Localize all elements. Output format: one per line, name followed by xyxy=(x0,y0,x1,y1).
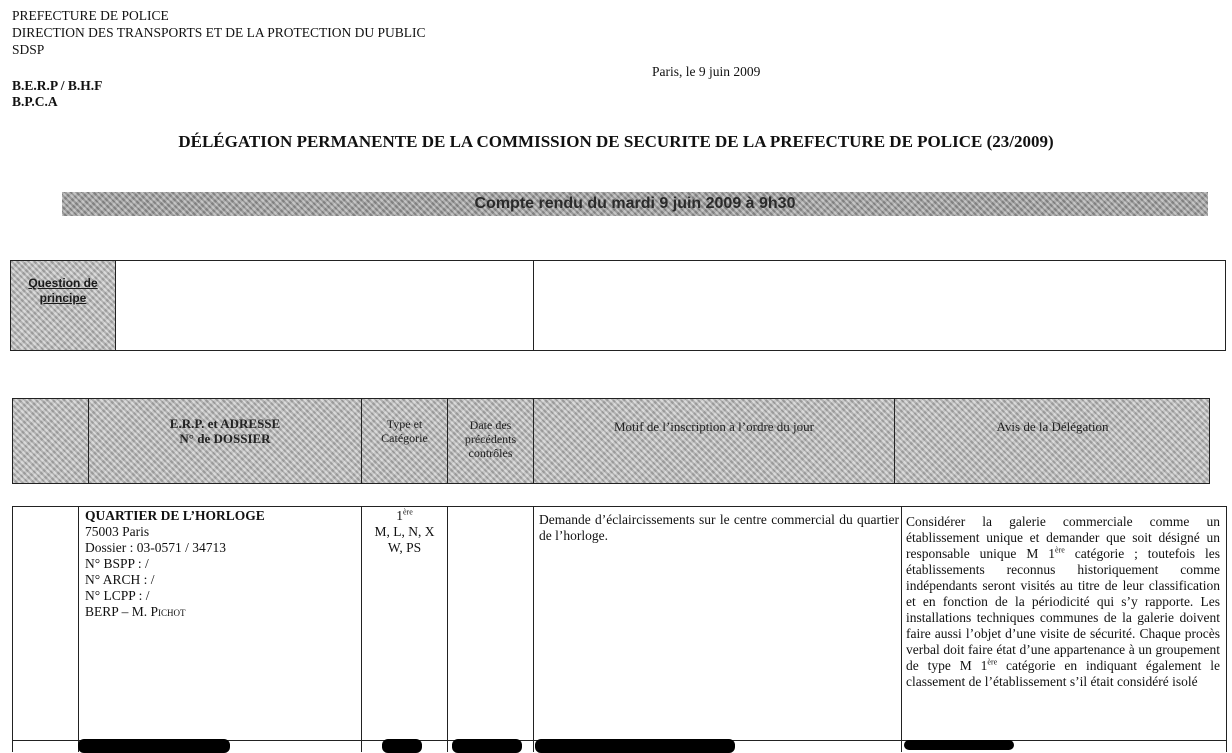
erp-lcpp: N° LCPP : / xyxy=(85,588,150,603)
th-divider-4 xyxy=(533,399,534,483)
meeting-banner xyxy=(62,192,1208,216)
th-erp xyxy=(89,416,361,446)
question-principe-label-2: principe xyxy=(39,291,87,305)
row-divider-5 xyxy=(901,506,902,752)
question-principe-label-1: Question de xyxy=(28,276,98,290)
type-cell xyxy=(362,508,447,556)
redaction-mark xyxy=(78,739,230,753)
redaction-mark xyxy=(382,739,422,753)
type-sup: ère xyxy=(402,507,413,517)
org-line-1: PREFECTURE DE POLICE xyxy=(12,8,169,23)
avis-part-c: catégorie en indiquant également le classement de l’établissement s’il était considéré isolé xyxy=(906,658,1220,689)
service-line-2: B.P.C.A xyxy=(12,94,58,109)
avis-part-a: Considérer la galerie commerciale comme un établissement unique et demander que soit désigné un responsable unique M 1 xyxy=(906,514,1220,561)
erp-berp xyxy=(85,604,357,620)
question-principe-label-cell xyxy=(11,261,115,350)
avis-sup-1: ère xyxy=(1055,545,1065,555)
th-type xyxy=(362,417,447,445)
question-principe-divider-2 xyxy=(533,261,534,350)
row-divider-4 xyxy=(533,506,534,752)
th-date-line-1: Date des xyxy=(469,418,512,432)
type-line-2: M, L, N, X xyxy=(374,524,435,539)
erp-cell xyxy=(85,508,357,620)
th-avis: Avis de la Délégation xyxy=(996,419,1109,434)
th-erp-line-1: E.R.P. et ADRESSE xyxy=(169,416,281,431)
question-principe-divider-1 xyxy=(115,261,116,350)
erp-name: QUARTIER DE L’HORLOGE xyxy=(85,508,265,523)
erp-berp-name: Pichot xyxy=(150,604,186,619)
type-line-3: W, PS xyxy=(387,540,422,555)
th-motif: Motif de l’inscription à l’ordre du jour xyxy=(613,419,814,434)
org-line-2: DIRECTION DES TRANSPORTS ET DE LA PROTECTION DU PUBLIC xyxy=(12,25,426,40)
erp-berp-prefix: BERP – M. xyxy=(85,604,151,619)
avis-cell xyxy=(906,514,1220,690)
erp-city: 75003 Paris xyxy=(85,524,150,539)
motif-cell: Demande d’éclaircissements sur le centre commercial du quartier de l’horloge. xyxy=(539,512,899,543)
th-date-line-3: contrôles xyxy=(468,446,513,460)
erp-bspp: N° BSPP : / xyxy=(85,556,149,571)
row-top-border xyxy=(12,506,1227,507)
redaction-mark xyxy=(535,739,735,753)
erp-dossier: Dossier : 03-0571 / 34713 xyxy=(85,540,226,555)
type-line-1 xyxy=(362,508,447,524)
org-line-3: SDSP xyxy=(12,42,45,57)
place-date: Paris, le 9 juin 2009 xyxy=(652,64,761,79)
th-date xyxy=(448,418,533,460)
redaction-mark xyxy=(904,740,1014,750)
row-divider-3 xyxy=(447,506,448,752)
service-line-1: B.E.R.P / B.H.F xyxy=(12,78,103,93)
document-title: DÉLÉGATION PERMANENTE DE LA COMMISSION DE SECURITE DE LA PREFECTURE DE POLICE (23/2009) xyxy=(178,132,1054,151)
redaction-mark xyxy=(452,739,522,753)
meeting-banner-text: Compte rendu du mardi 9 juin 2009 à 9h30 xyxy=(474,195,796,212)
erp-arch: N° ARCH : / xyxy=(85,572,155,587)
avis-sup-2: ère xyxy=(987,657,998,667)
question-principe-box xyxy=(10,260,1226,351)
row-divider-6 xyxy=(1226,506,1227,752)
type-num: 1 xyxy=(396,508,403,523)
avis-part-b: catégorie ; toutefois les établissements reconnus historiquement comme indépendants seront visités au titre de leur classification et en fonction de la périodicité qui s’y rapporte. Les installations techniques communes de la galerie doivent faire aussi l’objet d’une visite de sécurité. Chaque procès verbal doit faire état d’une appartenance à un groupement de type M 1 xyxy=(906,546,1220,673)
th-type-line-2: Catégorie xyxy=(381,431,428,445)
row-divider-1 xyxy=(78,506,79,752)
th-erp-line-2: N° de DOSSIER xyxy=(179,431,271,446)
th-date-line-2: précédents xyxy=(464,432,517,446)
th-divider-5 xyxy=(894,399,895,483)
th-type-line-1: Type et xyxy=(386,417,423,431)
row-divider-0 xyxy=(12,506,13,752)
